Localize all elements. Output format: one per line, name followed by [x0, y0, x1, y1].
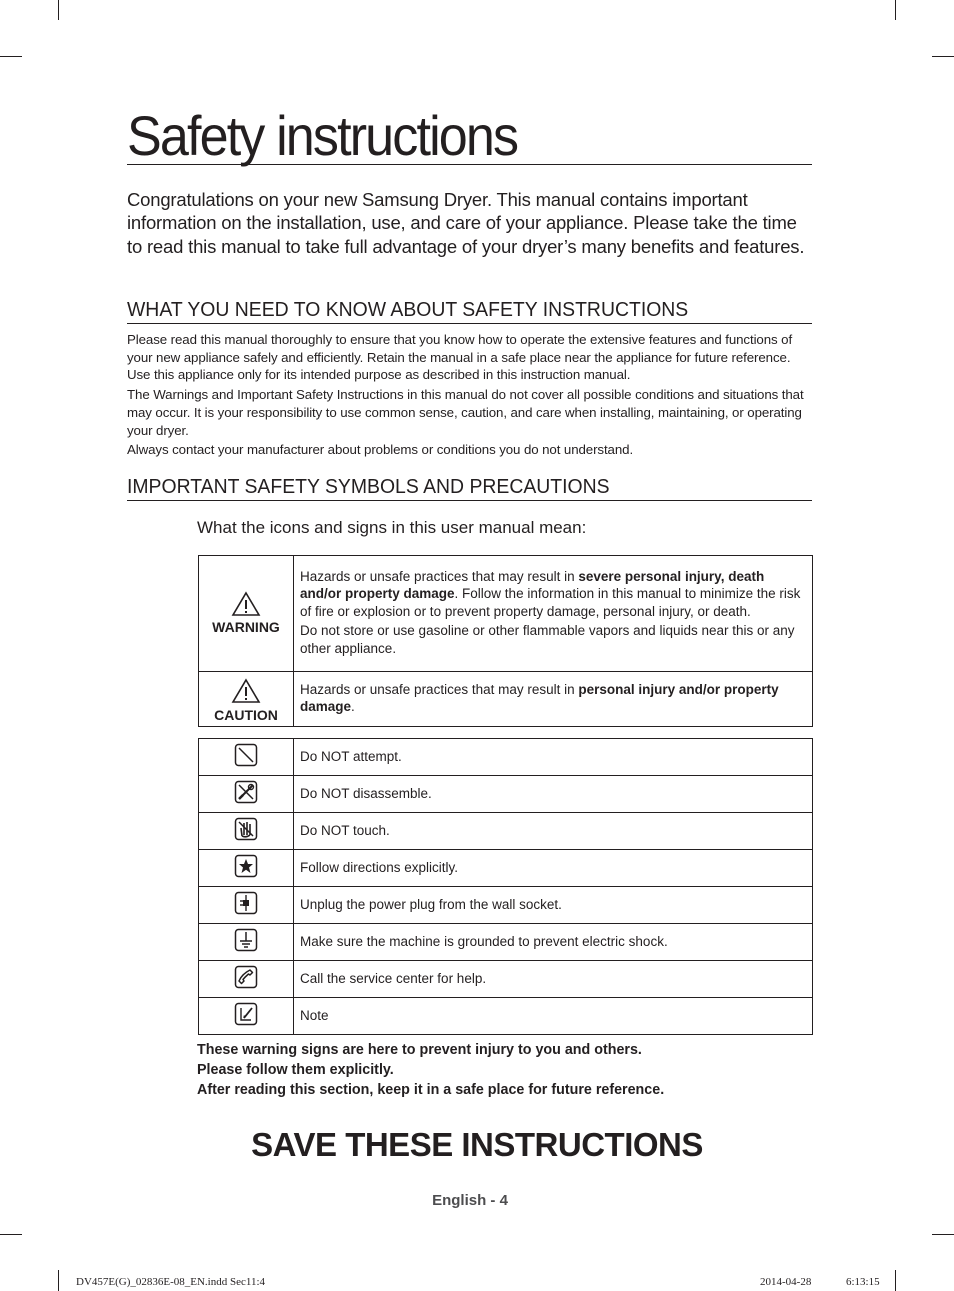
footer-time: 6:13:15 — [846, 1276, 880, 1288]
page-number: English - 4 — [432, 1192, 508, 1209]
warning-description: Hazards or unsafe practices that may result in severe personal injury, death and/or property damage. Follow the information in this manual to minimize the risk of fire or explosion or to prevent property damage, personal injury, or death. Do not store or use gasoline or other flammable vapors and liquids near this or any other appliance. — [294, 556, 813, 672]
warning-label: WARNING — [212, 619, 280, 635]
section1-body — [127, 331, 812, 461]
symbol-description: Do NOT disassemble. — [294, 776, 813, 813]
section1-paragraph: Always contact your manufacturer about problems or conditions you do not understand. — [127, 442, 634, 458]
intro-paragraph: Congratulations on your new Samsung Dryer. This manual contains important information on the installation, use, and care of your appliance. Please take the time to read this manual to take full advantage of your dryer’s many benefits and features. — [127, 189, 805, 257]
crop-mark — [58, 0, 59, 20]
warning-symbol-cell — [199, 556, 294, 672]
crop-mark — [0, 56, 22, 57]
footer-file: DV457E(G)_02836E-08_EN.indd Sec11:4 — [76, 1276, 266, 1288]
crop-mark — [58, 1270, 59, 1291]
prohibited-icon — [234, 743, 258, 767]
symbol-description: Unplug the power plug from the wall socket. — [294, 887, 813, 924]
symbols-subheading: What the icons and signs in this user manual mean: — [197, 518, 587, 537]
follow-directions-icon — [234, 854, 258, 878]
ground-icon — [234, 928, 258, 952]
warning-notes — [197, 1040, 664, 1100]
footer-date: 2014-04-28 — [760, 1276, 812, 1288]
symbol-description: Note — [294, 998, 813, 1035]
section1-paragraph: Please read this manual thoroughly to ensure that you know how to operate the extensive features and functions of your new appliance safely and efficiently. Retain the manual in a safe place near the appliance for future reference. Use this appliance only for its intended purpose as described in this instruction manual. — [127, 332, 793, 383]
section-heading-safety-symbols: IMPORTANT SAFETY SYMBOLS AND PRECAUTIONS — [127, 475, 812, 501]
symbol-row — [199, 961, 813, 998]
unplug-icon — [234, 891, 258, 915]
caution-triangle-icon — [231, 678, 261, 704]
caution-label: CAUTION — [214, 706, 278, 723]
note-line: After reading this section, keep it in a safe place for future reference. — [197, 1082, 665, 1098]
symbol-row — [199, 887, 813, 924]
phone-icon — [234, 965, 258, 989]
note-line: Please follow them explicitly. — [197, 1062, 394, 1078]
symbol-row — [199, 998, 813, 1035]
caution-row — [199, 672, 813, 727]
symbol-description: Call the service center for help. — [294, 961, 813, 998]
symbol-description: Make sure the machine is grounded to prevent electric shock. — [294, 924, 813, 961]
note-line: These warning signs are here to prevent injury to you and others. — [197, 1042, 642, 1058]
symbol-description: Do NOT attempt. — [294, 739, 813, 776]
no-disassemble-icon — [234, 780, 258, 804]
section-heading-safety-instructions: WHAT YOU NEED TO KNOW ABOUT SAFETY INSTRUCTIONS — [127, 298, 812, 324]
symbols-table — [198, 738, 813, 1035]
section1-paragraph: The Warnings and Important Safety Instructions in this manual do not cover all possible conditions and situations that may occur. It is your responsibility to use common sense, caution, and care when installing, maintaining, or operating your dryer. — [127, 387, 804, 438]
caution-description: Hazards or unsafe practices that may result in personal injury and/or property damage. — [294, 672, 813, 727]
crop-mark — [895, 0, 896, 20]
symbol-description: Do NOT touch. — [294, 813, 813, 850]
warning-caution-table — [198, 555, 813, 727]
caution-symbol-cell — [199, 672, 294, 727]
crop-mark — [932, 56, 954, 57]
symbol-row — [199, 850, 813, 887]
symbol-description: Follow directions explicitly. — [294, 850, 813, 887]
warning-row — [199, 556, 813, 672]
symbol-row — [199, 776, 813, 813]
save-instructions-heading: SAVE THESE INSTRUCTIONS — [251, 1126, 703, 1163]
no-touch-icon — [234, 817, 258, 841]
crop-mark — [0, 1234, 22, 1235]
crop-mark — [895, 1270, 896, 1291]
page-title: Safety instructions — [127, 112, 812, 165]
note-icon — [234, 1002, 258, 1026]
symbol-row — [199, 924, 813, 961]
symbol-row — [199, 813, 813, 850]
symbol-row — [199, 739, 813, 776]
warning-triangle-icon — [231, 591, 261, 617]
crop-mark — [932, 1234, 954, 1235]
